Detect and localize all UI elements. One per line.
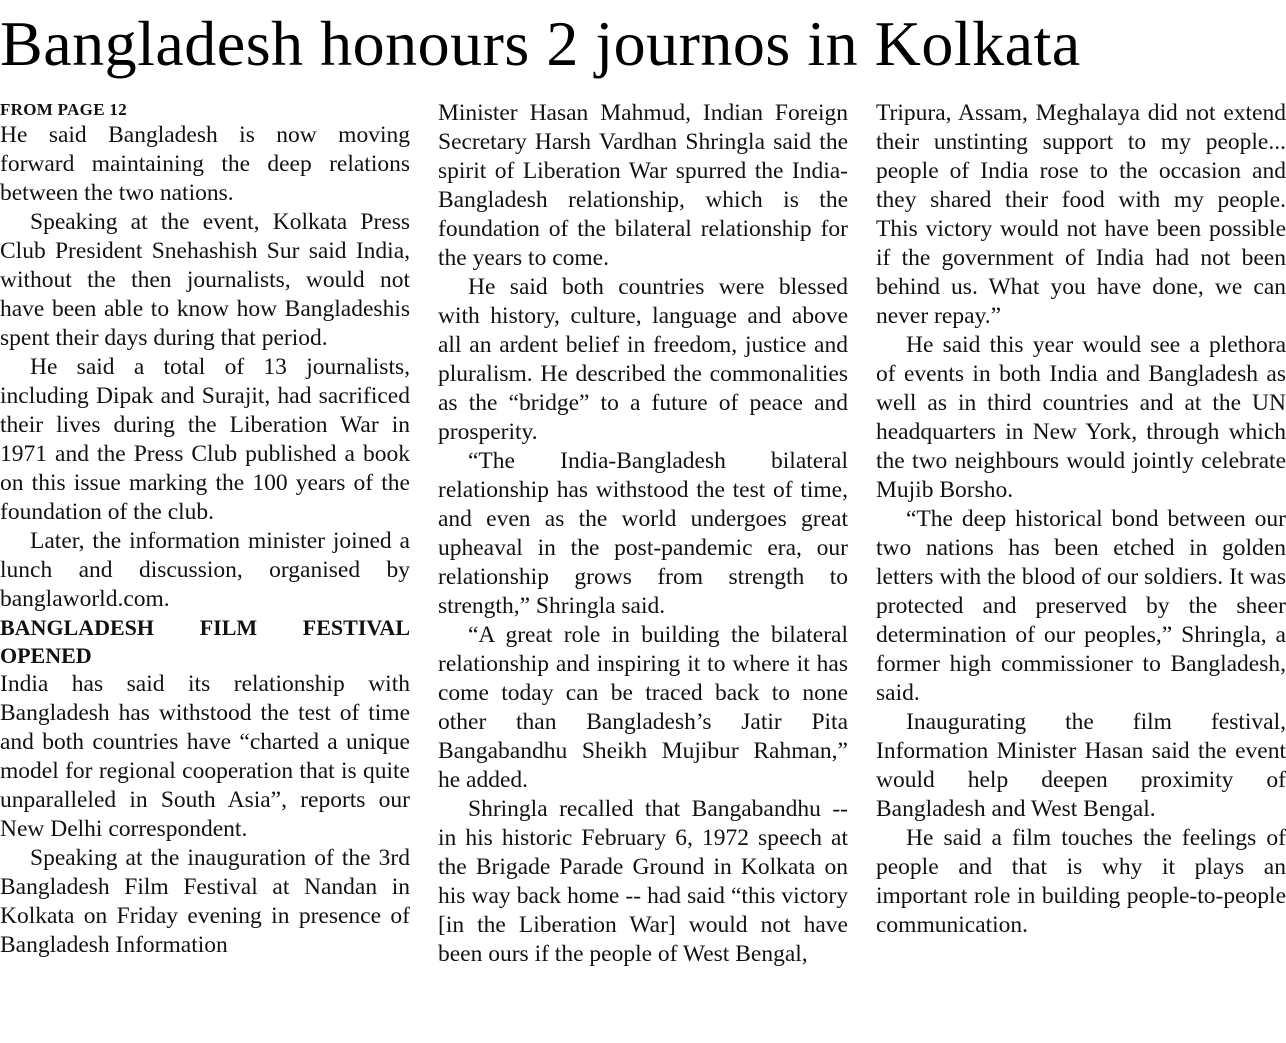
paragraph: Inaugurating the film festival, Information Minister Hasan said the event would help deepen proximity of Bangladesh and West Bengal. (876, 709, 1286, 822)
paragraph: Minister Hasan Mahmud, Indian Foreign Secretary Harsh Vardhan Shringla said the spirit of Liberation War spurred the India-Bangladesh relationship, which is the foundation of the bilateral relationship for the years to come. (438, 100, 848, 271)
paragraph: “The deep historical bond between our two nations has been etched in golden letters with the blood of our soldiers. It was protected and preserved by the sheer determination of our peoples,” Shringla, a former high commissioner to Bangladesh, said. (876, 506, 1286, 706)
article-column-3 (876, 99, 1286, 1043)
paragraph: Speaking at the inauguration of the 3rd Bangladesh Film Festival at Nandan in Kolkata on Friday evening in presence of Bangladesh Information (0, 845, 410, 958)
paragraph: Tripura, Assam, Meghalaya did not extend their unstinting support to my people... people of India rose to the occasion and they shared their food with my people. This victory would not have been possible if the government of India had not been behind us. What you have done, we can never repay.” (876, 100, 1286, 329)
paragraph: “The India-Bangladesh bilateral relationship has withstood the test of time, and even as the world undergoes great upheaval in the post-pandemic era, our relationship grows from strength to strength,” Shringla said. (438, 448, 848, 619)
article-column-2 (438, 99, 848, 1043)
paragraph: He said Bangladesh is now moving forward maintaining the deep relations between the two nations. (0, 122, 410, 206)
paragraph: Speaking at the event, Kolkata Press Club President Snehashish Sur said India, without the then journalists, would not have been able to know how Bangladeshis spent their days during that period. (0, 209, 410, 351)
continuation-kicker: FROM PAGE 12 (0, 100, 127, 119)
headline: Bangladesh honours 2 journos in Kolkata (0, 8, 1081, 79)
paragraph: Shringla recalled that Bangabandhu -- in his historic February 6, 1972 speech at the Brigade Parade Ground in Kolkata on his way back home -- had said “this victory [in the Liberation War] would not have been ours if the people of West Bengal, (438, 796, 848, 967)
paragraph: He said both countries were blessed with history, culture, language and above all an ardent belief in freedom, justice and pluralism. He described the commonalities as the “bridge” to a future of peace and prosperity. (438, 274, 848, 445)
paragraph: He said a total of 13 journalists, including Dipak and Surajit, had sacrificed their lives during the Liberation War in 1971 and the Press Club published a book on this issue marking the 100 years of the foundation of the club. (0, 354, 410, 525)
section-subhead (0, 614, 410, 670)
paragraph: “A great role in building the bilateral relationship and inspiring it to where it has come today can be traced back to none other than Bangladesh’s Jatir Pita Bangabandhu Sheikh Mujibur Rahman,” he added. (438, 622, 848, 793)
article-column-1 (0, 99, 410, 1043)
section-subhead-line: BANGLADESH FILM FESTIVAL (0, 615, 410, 640)
section-subhead-line: OPENED (0, 643, 92, 668)
paragraph: He said a film touches the feelings of people and that is why it plays an important role in building people-to-people communication. (876, 825, 1286, 938)
paragraph: India has said its relationship with Bangladesh has withstood the test of time and both countries have “charted a unique model for regional cooperation that is quite unparalleled in South Asia”, reports our New Delhi correspondent. (0, 671, 410, 842)
paragraph: Later, the information minister joined a lunch and discussion, organised by banglaworld.com. (0, 528, 410, 612)
paragraph: He said this year would see a plethora of events in both India and Bangladesh as well as in third countries and at the UN headquarters in New York, through which the two neighbours would jointly celebrate Mujib Borsho. (876, 332, 1286, 503)
